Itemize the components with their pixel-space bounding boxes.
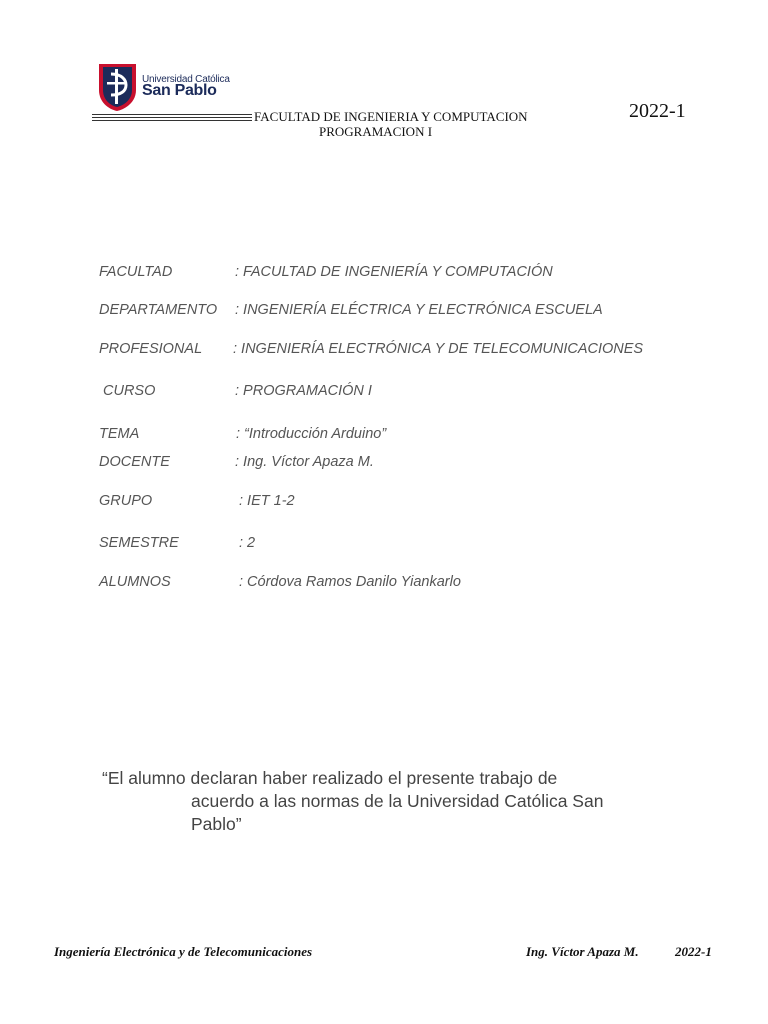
field-value: : PROGRAMACIÓN I [235,383,372,399]
declaration-line-2: acuerdo a las normas de la Universidad Católica San [191,791,604,811]
field-label: TEMA [99,426,140,442]
header-course: PROGRAMACION I [319,124,433,139]
field-label: SEMESTRE [99,535,179,551]
field-value: : IET 1-2 [239,493,295,509]
field-value: : 2 [239,535,256,551]
field-label: GRUPO [99,493,153,509]
field-label: CURSO [103,383,156,399]
field-label: PROFESIONAL [99,341,203,357]
header-faculty: FACULTAD DE INGENIERIA Y COMPUTACION [254,109,528,124]
field-label: FACULTAD [99,264,173,280]
field-label: DEPARTAMENTO [99,302,218,318]
header-divider [92,114,252,123]
shield-emblem-icon [96,62,142,112]
header-year: 2022-1 [629,100,686,122]
declaration-line-3: Pablo” [191,814,242,834]
field-value: : INGENIERÍA ELÉCTRICA Y ELECTRÓNICA ESCUELA [235,302,603,318]
footer-program: Ingeniería Electrónica y de Telecomunicaciones [54,944,313,959]
field-value: : INGENIERÍA ELECTRÓNICA Y DE TELECOMUNICACIONES [233,341,644,357]
footer-year: 2022-1 [675,944,712,959]
field-value: : FACULTAD DE INGENIERÍA Y COMPUTACIÓN [235,264,553,280]
logo-university-text: Universidad Católica [142,74,230,85]
field-value: : Córdova Ramos Danilo Yiankarlo [239,574,461,590]
field-label: DOCENTE [99,454,170,470]
logo-name-text: San Pablo [142,82,217,99]
field-label: ALUMNOS [99,574,171,590]
field-value: : “Introducción Arduino” [236,426,387,442]
footer-author: Ing. Víctor Apaza M. [526,944,639,959]
declaration-line-1: “El alumno declaran haber realizado el presente trabajo de [102,768,558,788]
university-logo [96,62,250,112]
field-value: : Ing. Víctor Apaza M. [235,454,374,470]
